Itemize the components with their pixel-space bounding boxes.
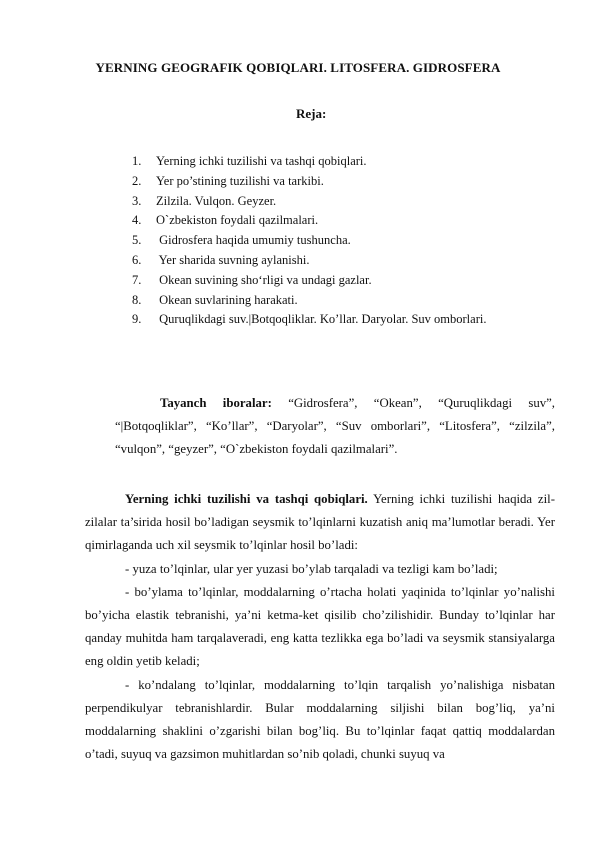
section-intro-paragraph [85, 488, 555, 558]
key-terms-label: Tayanch iboralar: [160, 396, 272, 410]
plan-item-text: Quruqlikdagi suv.|Botqoqliklar. Ko’llar. Daryolar. Suv omborlari. [156, 312, 487, 327]
plan-item-text: Yer sharida suvning aylanishi. [156, 252, 310, 267]
plan-item-text: Okean suvlarining harakati. [156, 292, 298, 307]
plan-item [132, 310, 552, 330]
plan-item [132, 271, 552, 291]
wave-surface-paragraph: - yuza to’lqinlar, ular yer yuzasi bo’ylab tarqaladi va tezligi kam bo’ladi; [125, 561, 498, 576]
plan-item [132, 231, 552, 251]
section-heading: Yerning ichki tuzilishi va tashqi qobiqlari. [125, 492, 368, 506]
document-title: YERNING GEOGRAFIK QOBIQLARI. LITOSFERA. GIDROSFERA [95, 60, 501, 75]
plan-item [132, 211, 552, 231]
plan-item-text: Yerning ichki tuzilishi va tashqi qobiqlari. [156, 154, 367, 168]
plan-item-number: 5. [132, 233, 142, 248]
plan-item-number: 1. [132, 154, 142, 168]
plan-item-text: O`zbekiston foydali qazilmalari. [156, 213, 319, 228]
plan-item [132, 172, 552, 192]
plan-list [132, 152, 552, 330]
plan-item-text: Okean suvining sho‘rligi va undagi gazlar. [156, 272, 372, 287]
plan-item-number: 7. [132, 272, 142, 287]
plan-item [132, 192, 552, 212]
section-intro-text: Yerning ichki tuzilishi haqida zil-zilalar ta’sirida hosil bo’ladigan seysmik to’lqinlarni kuzatish aniq ma’lumotlar beradi. Yer qimirlaganda uch xil seysmik to’lqinlar hosil bo’ladi: [85, 492, 555, 553]
wave-longitudinal-paragraph: - bo’ylama to’lqinlar, moddalarning o’rtacha holati yaqinida to’lqinlar yo’nalishi bo’yicha elastik tebranishi, ya’ni ketma-ket qisilib cho’zilishidir. Bunday to’lqinlar har qanday muhitda ham tarqalaveradi, eng katta tezlikka ega bo’ladi va seysmik stansiyalarga eng oldin yetib keladi; [85, 584, 555, 669]
plan-item [132, 251, 552, 271]
plan-item-number: 3. [132, 193, 142, 208]
plan-item-number: 9. [132, 312, 142, 327]
key-terms-paragraph [115, 392, 555, 461]
key-terms-text: “Gidrosfera”, “Okean”, “Quruqlikdagi suv”, “|Botqoqliklar”, “Ko’llar”, “Daryolar”, “Suv omborlari”, “Litosfera”, “zilzila”, “vulqon”, “geyzer”, “O`zbekiston foydali qazilmalari”. [115, 396, 556, 456]
wave-transverse-paragraph: - ko’ndalang to’lqinlar, moddalarning to’lqin tarqalish yo’nalishiga nisbatan perpendikulyar tebranishlardir. Bular moddalarning siljishi bilan bog’liq, ya’ni moddalarning shaklini o’zgarishi bilan bog’liq. Bu to’lqinlar faqat qattiq moddalardan o’tadi, suyuq va gazsimon muhitlardan so’nib qoladi, chunki suyuq va [85, 677, 555, 762]
plan-item-number: 8. [132, 292, 142, 307]
section-body [85, 488, 555, 766]
plan-item-text: Gidrosfera haqida umumiy tushuncha. [156, 233, 351, 248]
plan-item-text: Yer po’stining tuzilishi va tarkibi. [156, 173, 324, 188]
plan-item [132, 291, 552, 311]
plan-item-number: 2. [132, 173, 142, 188]
plan-item [132, 152, 552, 172]
plan-item-number: 4. [132, 213, 142, 228]
plan-item-number: 6. [132, 252, 142, 267]
plan-item-text: Zilzila. Vulqon. Geyzer. [156, 193, 277, 208]
plan-heading: Reja: [296, 106, 327, 121]
